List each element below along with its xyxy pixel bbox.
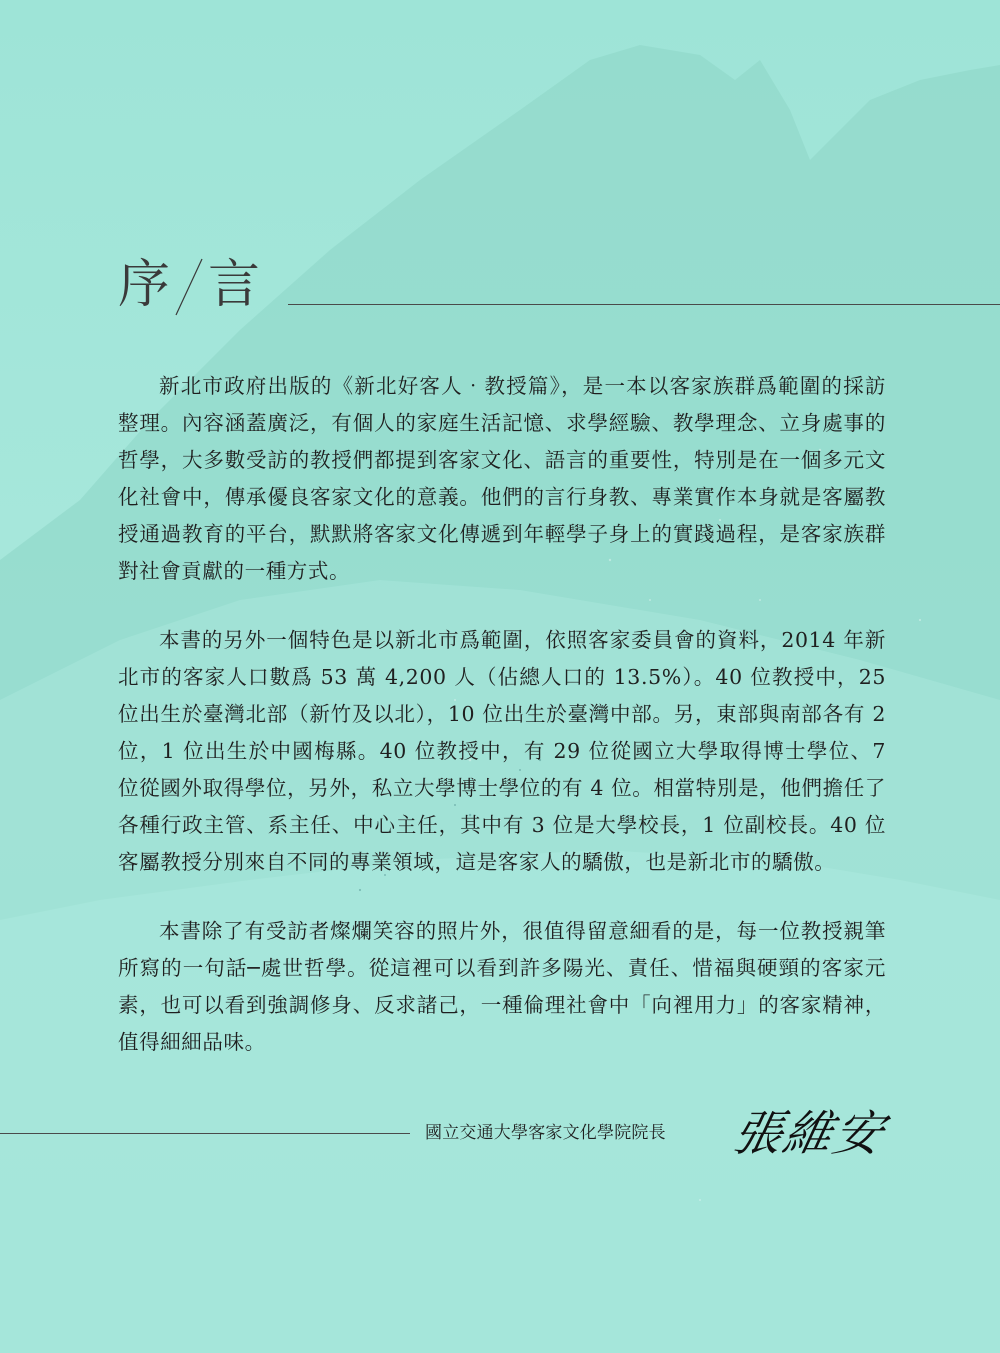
page-title bbox=[118, 255, 278, 325]
handwritten-signature bbox=[728, 1104, 890, 1174]
title-divider-slash bbox=[174, 257, 204, 317]
title-char-2: 言 bbox=[208, 255, 261, 315]
paragraph-2: 本書的另外一個特色是以新北市爲範圍，依照客家委員會的資料，2014 年新北市的客家人口數爲 53 萬 4,200 人（佔總人口的 13.5%）。40 位教授中，25 位出生於臺灣北部（新竹及以北），10 位出生於臺灣中部。另，東部與南部各有 2 位，1 位出生於中國梅縣。40 位教授中，有 29 位從國立大學取得博士學位、7 位從國外取得學位，另外，私立大學博士學位的有 4 位。相當特別是，他們擔任了各種行政主管、系主任、中心主任，其中有 3 位是大學校長，1 位副校長。40 位客屬教授分別來自不同的專業領域，這是客家人的驕傲，也是新北市的驕傲。 bbox=[118, 628, 886, 874]
title-char-1: 序 bbox=[118, 255, 171, 315]
paragraph-3: 本書除了有受訪者燦爛笑容的照片外，很值得留意細看的是，每一位教授親筆所寫的一句話─處世哲學。從這裡可以看到許多陽光、責任、惜福與硬頸的客家元素，也可以看到強調修身、反求諸己，一種倫理社會中「向裡用力」的客家精神，值得細細品味。 bbox=[118, 919, 886, 1054]
title-rule bbox=[288, 304, 1000, 305]
paragraph-1: 新北市政府出版的《新北好客人‧教授篇》，是一本以客家族群爲範圍的採訪整理。內容涵蓋廣泛，有個人的家庭生活記憶、求學經驗、教學理念、立身處事的哲學，大多數受訪的教授們都提到客家文化、語言的重要性，特別是在一個多元文化社會中，傳承優良客家文化的意義。他們的言行身教、專業實作本身就是客屬教授通過教育的平台，默默將客家文化傳遞到年輕學子身上的實踐過程，是客家族群對社會貢獻的一種方式。 bbox=[118, 374, 886, 583]
signature-title: 國立交通大學客家文化學院院長 bbox=[425, 1123, 666, 1143]
signature-name: 張維安 bbox=[728, 1106, 890, 1162]
preface-body bbox=[118, 368, 886, 1093]
signature-rule bbox=[0, 1133, 410, 1134]
